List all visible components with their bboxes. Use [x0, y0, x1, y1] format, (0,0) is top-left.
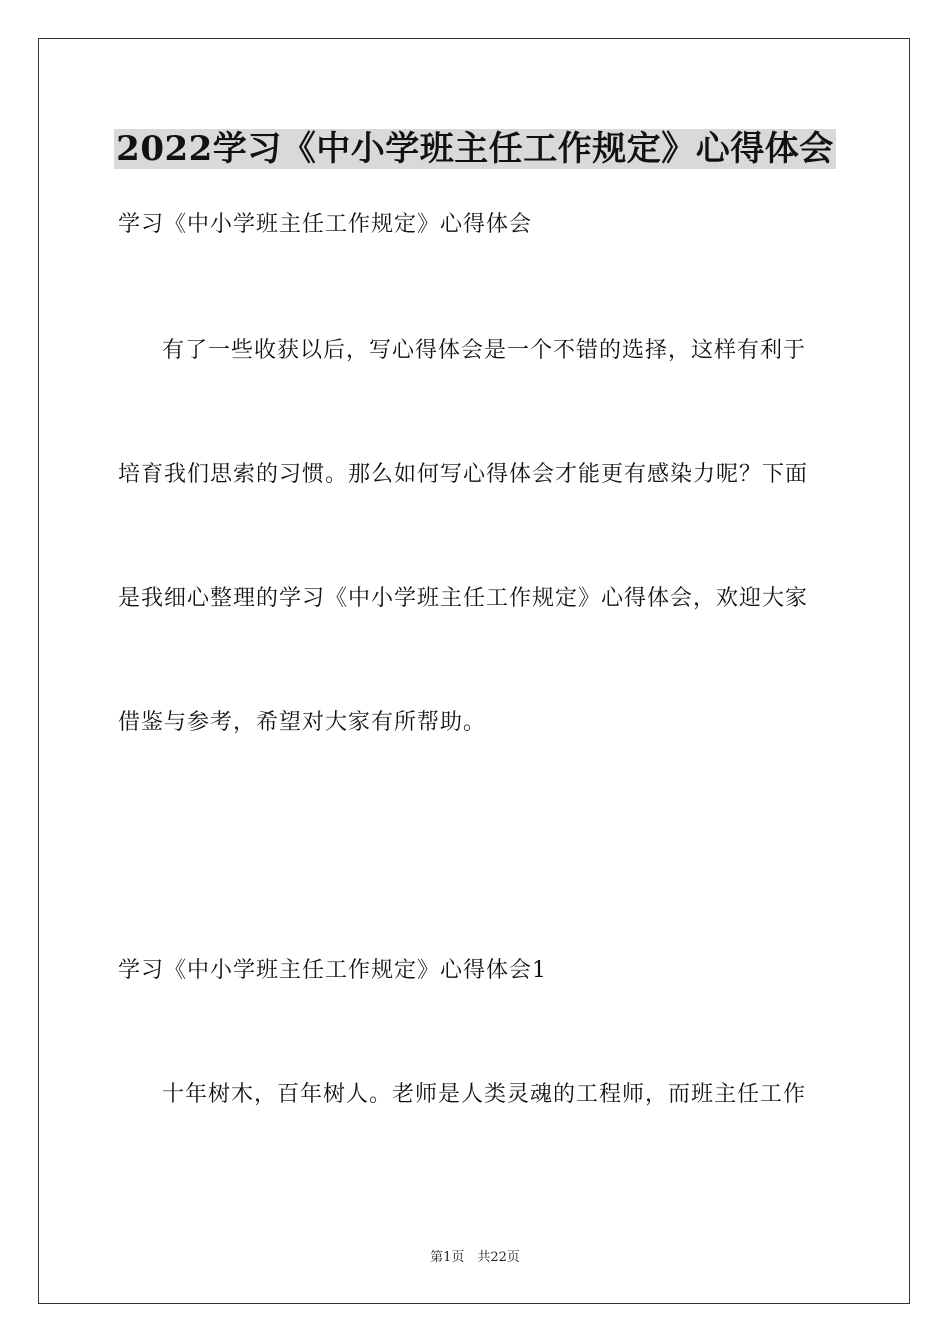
document-title — [0, 127, 950, 171]
page-footer: 第1页 共22页 — [430, 1250, 520, 1265]
intro-paragraph-line: 有了一些收获以后，写心得体会是一个不错的选择，这样有利于 — [162, 338, 807, 363]
section-heading: 学习《中小学班主任工作规定》心得体会1 — [118, 958, 547, 983]
document-subtitle: 学习《中小学班主任工作规定》心得体会 — [118, 212, 533, 237]
intro-paragraph-line: 培育我们思索的习惯。那么如何写心得体会才能更有感染力呢？下面 — [118, 462, 809, 487]
section-paragraph-line: 十年树木，百年树人。老师是人类灵魂的工程师，而班主任工作 — [162, 1082, 807, 1107]
intro-paragraph-line: 借鉴与参考，希望对大家有所帮助。 — [118, 710, 487, 735]
document-title-text: 2022学习《中小学班主任工作规定》心得体会 — [116, 129, 834, 169]
intro-paragraph-line: 是我细心整理的学习《中小学班主任工作规定》心得体会，欢迎大家 — [118, 586, 809, 611]
